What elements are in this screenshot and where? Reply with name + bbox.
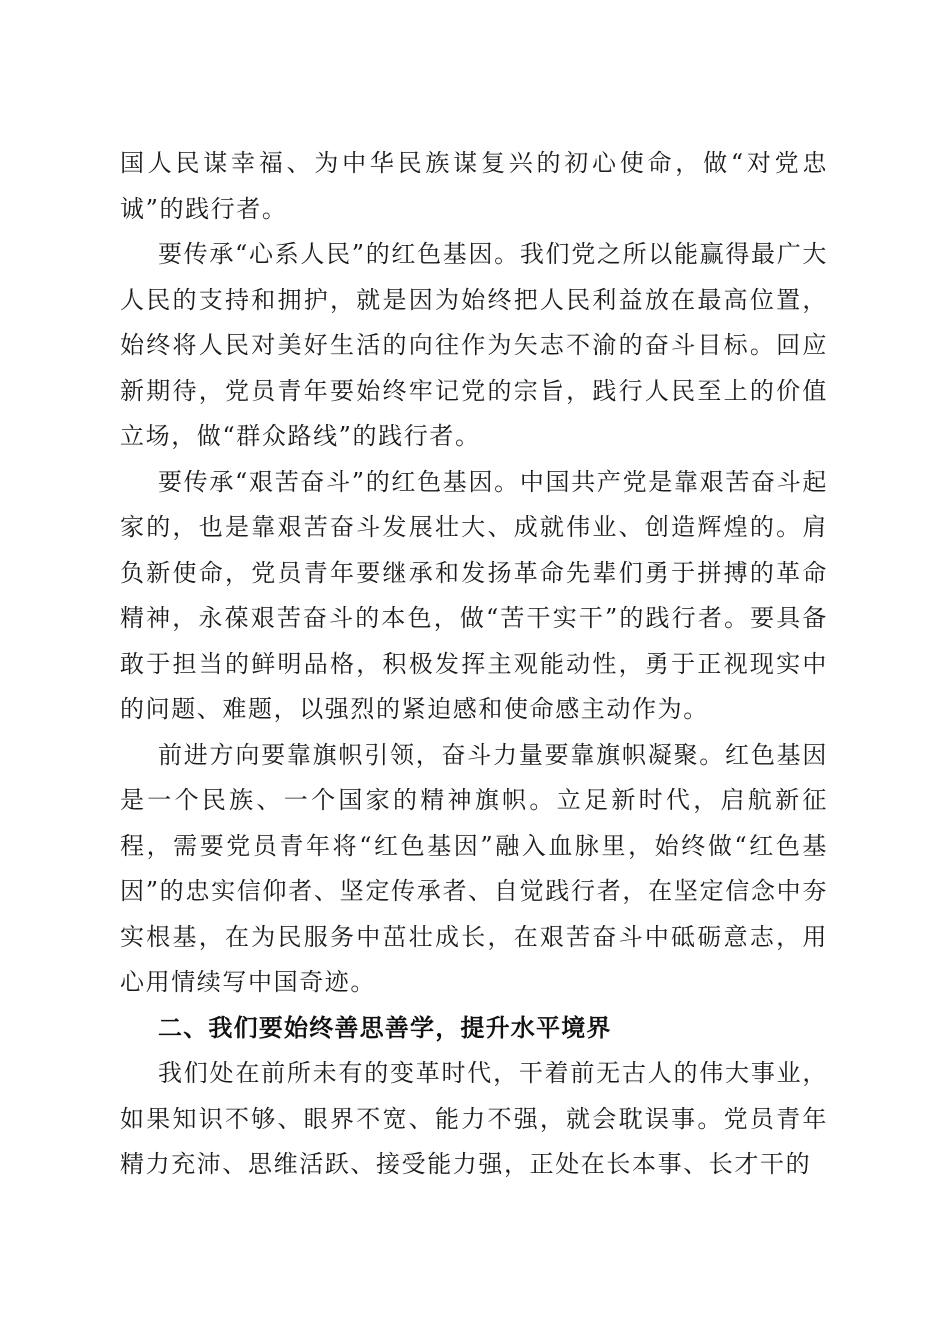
paragraph-serve-people: 要传承“心系人民”的红色基因。我们党之所以能赢得最广大人民的支持和拥护，就是因为始终把人民利益放在最高位置，始终将人民对美好生活的向往作为矢志不渝的奋斗目标。回应新期待，党员青年要始终牢记党的宗旨，践行人民至上的价值立场，做“群众路线”的践行者。 bbox=[120, 240, 828, 450]
paragraph-continuation: 国人民谋幸福、为中华民族谋复兴的初心使命，做“对党忠诚”的践行者。 bbox=[120, 149, 828, 223]
document-body bbox=[120, 141, 828, 1188]
paragraph-learning: 我们处在前所未有的变革时代，干着前无古人的伟大事业，如果知识不够、眼界不宽、能力不强，就会耽误事。党员青年精力充沛、思维活跃、接受能力强，正处在长本事、长才干的 bbox=[120, 1059, 828, 1178]
paragraph-hard-work: 要传承“艰苦奋斗”的红色基因。中国共产党是靠艰苦奋斗起家的，也是靠艰苦奋斗发展壮大、成就伟业、创造辉煌的。肩负新使命，党员青年要继承和发扬革命先辈们勇于拼搏的革命精神，永葆艰苦奋斗的本色，做“苦干实干”的践行者。要具备敢于担当的鲜明品格，积极发挥主观能动性，勇于正视现实中的问题、难题，以强烈的紧迫感和使命感主动作为。 bbox=[120, 467, 828, 723]
section-heading: 二、我们要始终善思善学，提升水平境界 bbox=[158, 1013, 612, 1042]
paragraph-banner: 前进方向要靠旗帜引领，奋斗力量要靠旗帜凝聚。红色基因是一个民族、一个国家的精神旗帜。立足新时代，启航新征程，需要党员青年将“红色基因”融入血脉里，始终做“红色基因”的忠实信仰者、坚定传承者、自觉践行者，在坚定信念中夯实根基，在为民服务中茁壮成长，在艰苦奋斗中砥砺意志，用心用情续写中国奇迹。 bbox=[120, 740, 828, 996]
